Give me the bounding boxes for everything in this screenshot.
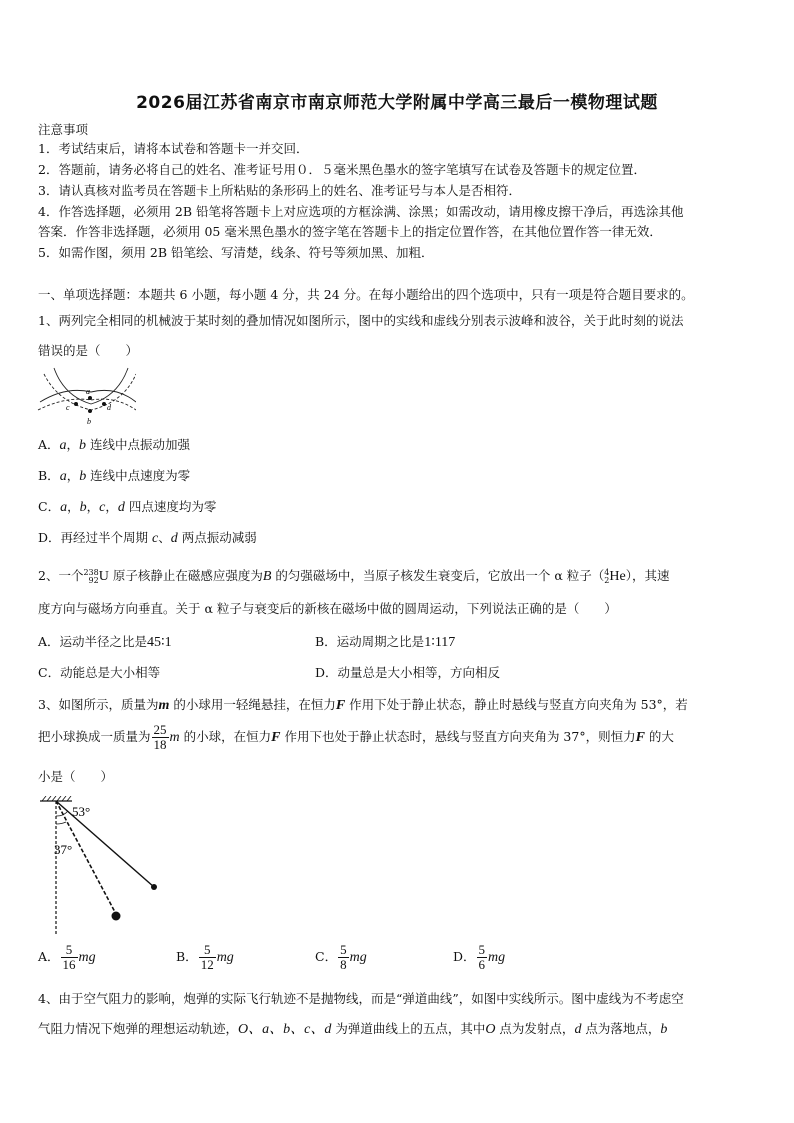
notice-heading: 注意事项: [38, 122, 89, 137]
q3-stem-line1: 3、如图所示，质量为m 的小球用一轻绳悬挂，在恒力F 作用下处于静止状态，静止时悬线与竖直方向夹角为 53°，若: [38, 697, 688, 713]
q3-option-c[interactable]: C． $\frac{5}{8}$ mg: [315, 942, 367, 972]
q2-option-b[interactable]: B．运动周期之比是1∶117: [315, 634, 456, 650]
q4-stem-line2: 气阻力情况下炮弹的理想运动轨迹，O、a、b、c、d 为弹道曲线上的五点，其中O 点为发射点，d 点为落地点，b: [38, 1021, 668, 1037]
q2-option-d[interactable]: D．动量总是大小相等，方向相反: [315, 665, 501, 680]
notice-item-3: 3．请认真核对监考员在答题卡上所粘贴的条形码上的姓名、准考证号与本人是否相符．: [38, 183, 521, 198]
q3-stem-line3: 小是（ ）: [38, 769, 114, 784]
q2-option-c[interactable]: C．动能总是大小相等: [38, 665, 161, 680]
q4-stem-line1: 4、由于空气阻力的影响，炮弹的实际飞行轨迹不是抛物线，而是“弹道曲线”，如图中实线所示。图中虚线为不考虑空: [38, 991, 684, 1006]
q2-stem-line2: 度方向与磁场方向垂直。关于 α 粒子与衰变后的新核在磁场中做的圆周运动，下列说法正确的是（ ）: [38, 601, 617, 616]
page-title: 2026届江苏省南京市南京师范大学附属中学高三最后一模物理试题: [136, 93, 658, 113]
q1-option-c[interactable]: C．a，b，c，d 四点速度均为零: [38, 499, 217, 515]
q1-stem-line1: 1、两列完全相同的机械波于某时刻的叠加情况如图所示，图中的实线和虚线分别表示波峰和波谷，关于此时刻的说法: [38, 313, 684, 328]
q1-option-d[interactable]: D．再经过半个周期 c、d 两点振动减弱: [38, 530, 257, 546]
q3-pendulum-figure: [36, 796, 166, 936]
q2-option-a[interactable]: A．运动半径之比是45∶1: [38, 634, 172, 650]
q1-wave-figure: [36, 366, 136, 428]
notice-item-2: 2．答题前，请务必将自己的姓名、准考证号用０．５毫米黑色墨水的签字笔填写在试卷及答题卡的规定位置．: [38, 162, 646, 177]
point-d: [102, 402, 106, 406]
q2-stem-line1: 2、一个 238 92 U 原子核静止在磁感应强度为B 的匀强磁场中，当原子核发生衰变后，它放出一个 α 粒子（ 4 2 He），其速: [38, 567, 670, 585]
q3-option-a[interactable]: A． $\frac{5}{16}$ mg: [38, 942, 96, 972]
q3-stem-line2: 把小球换成一质量为 $\frac{25}{18}$ m 的小球，在恒力F 作用下也处于静止状态时，悬线与竖直方向夹角为 37°，则恒力F 的大: [38, 722, 674, 752]
point-b: [88, 409, 92, 413]
notice-item-4: 4．作答选择题，必须用 2B 铅笔将答题卡上对应选项的方框涂满、涂黑；如需改动，请用橡皮擦干净后，再选涂其他: [38, 204, 684, 219]
notice-item-4-cont: 答案．作答非选择题，必须用 05 毫米黑色墨水的签字笔在答题卡上的指定位置作答，在其他位置作答一律无效．: [38, 224, 662, 239]
section-heading: 一、单项选择题：本题共 6 小题，每小题 4 分，共 24 分。在每小题给出的四个选项中，只有一项是符合题目要求的。: [38, 287, 694, 302]
notice-item-5: 5．如需作图，须用 2B 铅笔绘、写清楚，线条、符号等须加黑、加粗．: [38, 245, 434, 260]
q3-option-d[interactable]: D． $\frac{5}{6}$ mg: [453, 942, 506, 972]
label-c: c: [66, 403, 70, 412]
point-a: [88, 396, 92, 400]
angle-53-label: 53°: [72, 804, 91, 819]
point-c: [74, 402, 78, 406]
q3-option-b[interactable]: B． $\frac{5}{12}$ mg: [176, 942, 234, 972]
notice-item-1: 1．考试结束后，请将本试卷和答题卡一并交回．: [38, 141, 309, 156]
q1-option-a[interactable]: A．a，b 连线中点振动加强: [38, 437, 191, 453]
q1-stem-line2: 错误的是（ ）: [38, 343, 139, 358]
angle-37-label: 37°: [54, 842, 73, 857]
label-b: b: [87, 417, 91, 426]
q1-option-b[interactable]: B．a，b 连线中点速度为零: [38, 468, 191, 484]
ball-37: [112, 912, 121, 921]
ball-53: [151, 884, 157, 890]
label-d: d: [107, 403, 111, 412]
label-a: a: [86, 387, 90, 396]
